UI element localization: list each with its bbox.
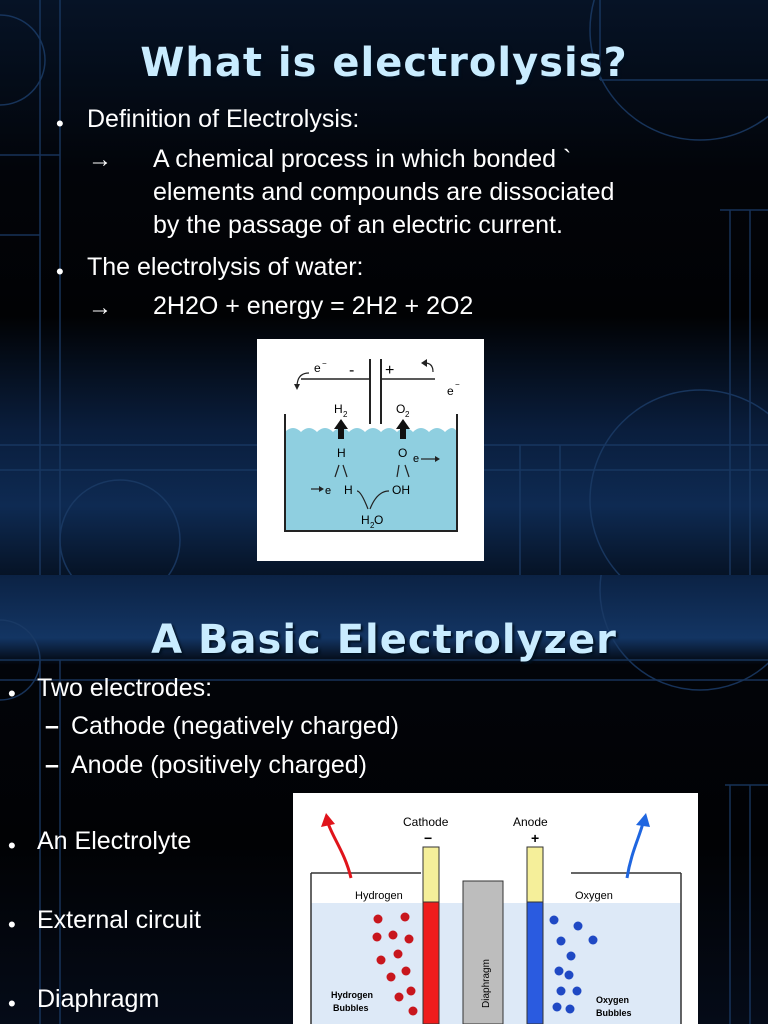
dash-marker: – — [45, 751, 59, 779]
electrolysis-diagram — [257, 339, 484, 561]
dash-marker: – — [45, 712, 59, 740]
hydrogen-bubbles-label-2: Bubbles — [333, 1003, 369, 1013]
cathode-minus: − — [424, 830, 433, 846]
o-label: O — [398, 446, 408, 460]
svg-text:−: − — [322, 359, 327, 368]
h-bottom-label: H — [344, 483, 353, 497]
bullet-dot: • — [8, 681, 16, 706]
bullet-dot: • — [8, 912, 16, 937]
h2-label: H — [334, 402, 343, 416]
svg-text:2: 2 — [370, 521, 375, 530]
cathode-terminal — [423, 847, 439, 902]
bullet-external-circuit: External circuit — [37, 906, 201, 934]
electron-right-label: e — [447, 384, 454, 398]
bullet-dot: • — [8, 991, 16, 1016]
oxygen-label: Oxygen — [575, 890, 613, 902]
anode-label: Anode — [513, 815, 548, 829]
slide-basic-electrolyzer — [0, 575, 768, 1024]
water-region — [285, 428, 457, 531]
anode-terminal — [527, 847, 543, 902]
o2-label: O — [396, 402, 406, 416]
cathode-label: Cathode — [403, 815, 449, 829]
definition-line-3: by the passage of an electric current. — [153, 211, 563, 239]
sub-bullet-anode: Anode (positively charged) — [71, 751, 367, 779]
svg-text:2: 2 — [405, 410, 410, 419]
oxygen-out-arrow — [627, 823, 643, 878]
hydrogen-label: Hydrogen — [355, 890, 403, 902]
electrolyzer-diagram — [293, 793, 698, 1024]
svg-text:2: 2 — [343, 410, 348, 419]
h2o-h-label: H — [361, 513, 370, 527]
anode-rod — [527, 902, 543, 1024]
bullet-electrolysis-of-water: The electrolysis of water: — [87, 253, 364, 281]
electron-left-label: e — [314, 361, 321, 375]
plus-label: + — [385, 362, 395, 379]
water-equation: 2H2O + energy = 2H2 + 2O2 — [153, 292, 474, 320]
bullet-dot: • — [8, 833, 16, 858]
bullet-electrolyte: An Electrolyte — [37, 827, 192, 855]
definition-line-2: elements and compounds are dissociated — [153, 178, 615, 206]
h-label: H — [337, 446, 346, 460]
minus-label: - — [349, 362, 355, 379]
hydrogen-out-arrow — [328, 823, 351, 878]
arrow-marker: → — [88, 294, 112, 321]
anode-plus: + — [531, 830, 540, 846]
electrolysis-diagram-svg — [257, 339, 484, 561]
arrow-marker: → — [88, 146, 112, 173]
sub-bullet-cathode: Cathode (negatively charged) — [71, 712, 399, 740]
slide-title: A Basic Electrolyzer — [151, 617, 617, 663]
bullet-dot: • — [56, 111, 64, 136]
oxygen-bubbles-label-1: Oxygen — [596, 995, 630, 1005]
oxygen-bubbles-label-2: Bubbles — [596, 1008, 632, 1018]
diaphragm-label: Diaphragm — [481, 959, 492, 1008]
h2o-o-label: O — [374, 513, 384, 527]
bullet-dot: • — [56, 259, 64, 284]
definition-line-1: A chemical process in which bonded ` — [153, 145, 572, 173]
hydrogen-bubbles-label-1: Hydrogen — [331, 990, 374, 1000]
cathode-rod — [423, 902, 439, 1024]
bullet-definition: Definition of Electrolysis: — [87, 105, 360, 133]
svg-text:−: − — [455, 380, 460, 389]
electrolyzer-diagram-svg — [293, 793, 698, 1024]
e-right-label: e — [413, 453, 420, 465]
e-left-label: e — [325, 485, 332, 497]
bullet-two-electrodes: Two electrodes: — [37, 674, 213, 702]
slide-title: What is electrolysis? — [140, 40, 628, 86]
oh-label: OH — [392, 483, 410, 497]
bullet-diaphragm: Diaphragm — [37, 985, 160, 1013]
